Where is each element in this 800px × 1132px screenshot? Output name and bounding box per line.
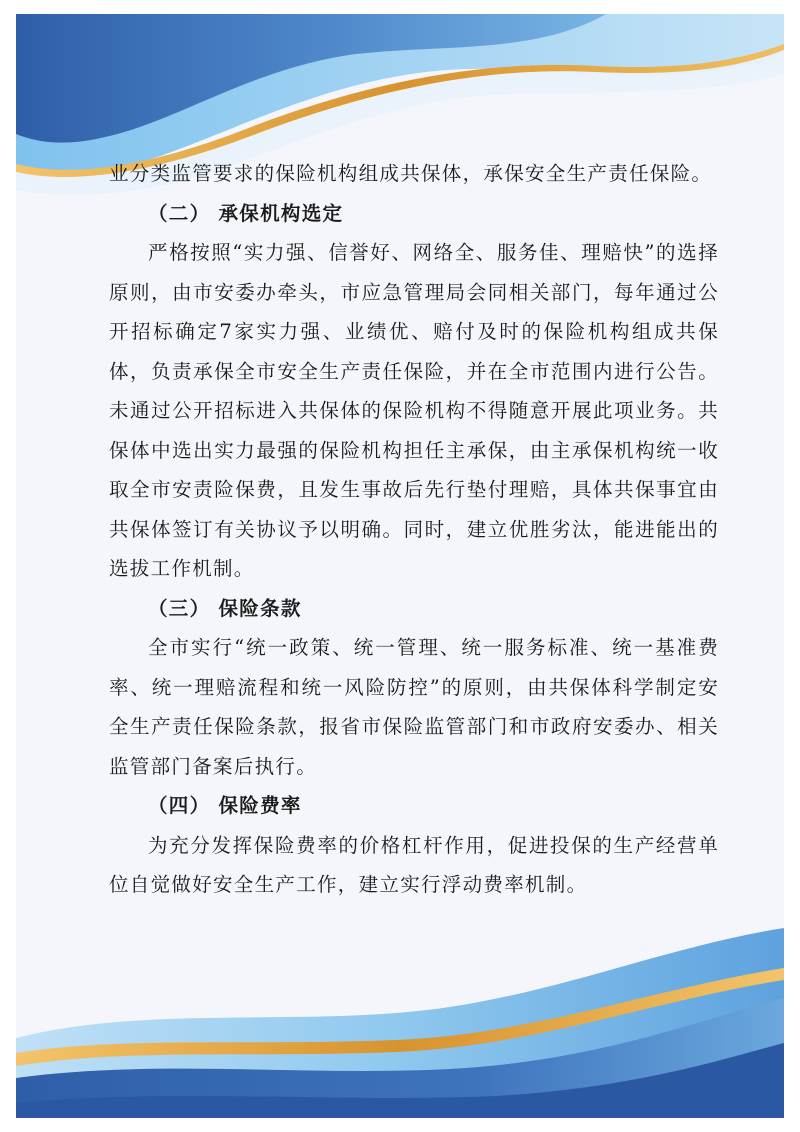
paragraph-premium-rate: 为充分发挥保险费率的价格杠杆作用，促进投保的生产经营单位自觉做好安全生产工作，建立实行浮动费率机制。 [109, 833, 719, 896]
document-page [16, 14, 784, 1118]
section-heading-4: （四） 保险费率 [148, 794, 302, 817]
document-body [109, 154, 719, 905]
section-heading-2: （二） 承保机构选定 [148, 201, 344, 225]
paragraph-underwriter-selection: 严格按照“实力强、信誉好、网络全、服务佳、理赔快”的选择原则，由市安委办牵头，市应急管理局会同相关部门，每年通过公开招标确定7家实力强、业绩优、赔付及时的保险机构组成共保体，负责承保全市安全生产责任保险，并在全市范围内进行公告。未通过公开招标进入共保体的保险机构不得随意开展此项业务。共保体中选出实力最强的保险机构担任主承保，由主承保机构统一收取全市安责险保费，且发生事故后先行垫付理赔，具体共保事宜由共保体签订有关协议予以明确。同时，建立优胜劣汰，能进能出的选拔工作机制。 [109, 241, 719, 580]
paragraph-continuation: 业分类监管要求的保险机构组成共保体，承保安全生产责任保险。 [109, 162, 713, 185]
paragraph-insurance-terms: 全市实行“统一政策、统一管理、统一服务标准、统一基准费率、统一理赔流程和统一风险防控”的原则，由共保体科学制定安全生产责任保险条款，报省市保险监管部门和市政府安委办、相关监管部门备案后执行。 [109, 636, 719, 778]
section-heading-3: （三） 保险条款 [148, 596, 302, 620]
bottom-wave-decoration [16, 928, 784, 1118]
